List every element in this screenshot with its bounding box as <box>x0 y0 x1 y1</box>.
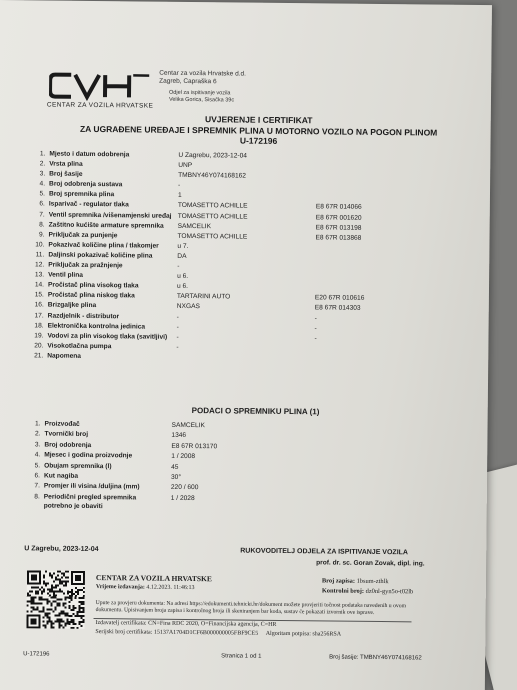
row-number: 9. <box>39 231 45 239</box>
row-label: Priključak za punjenje <box>48 231 118 239</box>
row-number: 8. <box>34 493 40 501</box>
row-number: 16. <box>34 301 44 309</box>
row-value: 1 / 2008 <box>171 452 196 461</box>
row-label: Proizvođač <box>44 420 80 428</box>
address-line: Centar za vozila Hrvatske d.d. <box>159 69 246 78</box>
row-label: Elektronička kontrolna jedinica <box>47 322 146 331</box>
row-label-continued: potrebno je obaviti <box>43 502 103 510</box>
control-number <box>322 587 413 595</box>
row-number: 3. <box>34 441 41 449</box>
row-label: Ventil spremnika /višenamjenski uređaj <box>48 211 172 220</box>
tank-section-title: PODACI O SPREMNIKU PLINA (1) <box>191 406 320 417</box>
row-label: Tvornički broj <box>44 430 89 439</box>
logo-subtitle: CENTAR ZA VOZILA HRVATSKE <box>46 101 154 110</box>
row-number: 5. <box>34 461 41 470</box>
row-label: Pokazivač količine plina / tlakomjer <box>48 241 159 250</box>
certificate-serial-text: Serijski broj certifikata: 15137A1704D1CF6B000000005FBF9CE5 <box>95 629 259 637</box>
row-value: 45 <box>171 463 179 471</box>
record-number-label: Broj zapisa: <box>321 577 356 585</box>
row-value: - <box>177 262 180 270</box>
row-number: 4. <box>39 180 46 188</box>
row-label: Ventil plina <box>48 271 83 280</box>
row-approval: E8 67R 013868 <box>315 234 362 242</box>
row-number: 8. <box>39 221 45 229</box>
certificate-issuer: Izdavatelj certifikata: CN=Fina RDC 2020, O=Financijska agencija, C=HR <box>95 620 277 628</box>
row-value: E8 67R 013170 <box>171 442 218 451</box>
row-number: 21. <box>34 352 44 360</box>
row-number: 7. <box>39 210 45 219</box>
row-value: 1 / 2028 <box>170 494 195 502</box>
row-approval: E20 67R 010616 <box>314 294 365 303</box>
row-number: 13. <box>34 271 45 279</box>
title-line: UVJERENJE I CERTIFIKAT <box>204 114 313 126</box>
qr-code[interactable] <box>26 570 85 629</box>
row-number: 4. <box>34 451 41 459</box>
row-number: 6. <box>39 200 45 208</box>
row-number: 10. <box>35 241 45 249</box>
row-label: Broj odobrenja sustava <box>49 180 123 189</box>
row-number: 7. <box>34 482 40 490</box>
row-value: 30° <box>170 473 182 481</box>
row-value: - <box>176 343 179 351</box>
row-number: 12. <box>35 261 45 269</box>
cvh-logo <box>49 71 154 102</box>
place-date: U Zagrebu, 2023-12-04 <box>24 545 99 554</box>
record-number <box>322 577 389 585</box>
row-number: 2. <box>34 430 41 438</box>
company-address <box>159 70 246 87</box>
row-label: Pročistač plina visokog tlaka <box>47 281 139 290</box>
row-value: u 6. <box>177 272 189 281</box>
row-label: Periodični pregled spremnika <box>43 493 137 502</box>
row-value: TARTARINI AUTO <box>176 293 231 301</box>
issue-time-label: Vrijeme izdavanja: <box>95 584 145 591</box>
row-number: 20. <box>34 342 44 350</box>
row-approval: E8 67R 014066 <box>315 203 362 212</box>
row-value: u 6. <box>176 283 189 291</box>
row-label: Vodovi za plin visokog tlaka (savitljivi) <box>47 332 168 341</box>
row-value: 1346 <box>171 432 187 440</box>
row-number: 2. <box>39 160 46 168</box>
document-title <box>38 112 478 148</box>
row-number: 14. <box>34 281 45 289</box>
row-number: 1. <box>39 150 46 158</box>
verification-note: Upute za provjeru dokumenta: Na adresi https://edokumenti.tehnicki.hr/dokument možete provjeriti točnost podataka navedenih u ovom dokumentu. Upisivanjem broja zapisa i kontrolnog broja ili skeniranjem bar koda, sustav će pokazati izvornik ove isprave. <box>95 600 407 616</box>
row-number: 1. <box>35 420 41 428</box>
row-label: Priključak za pražnjenje <box>48 261 123 270</box>
page-indicator: Stranica 1 od 1 <box>221 653 262 660</box>
row-approval: - <box>314 334 317 343</box>
row-label: Pročistač plina niskog tlaka <box>47 291 135 300</box>
row-approval: E8 67R 001620 <box>315 213 362 222</box>
certificate-number: U-172196 <box>239 135 278 146</box>
row-label: Napomena <box>47 352 82 360</box>
row-approval: E8 67R 013198 <box>315 223 362 232</box>
station-address <box>169 90 234 105</box>
address-line: Zagreb, Capraška 6 <box>159 77 217 86</box>
row-number: 11. <box>35 251 45 259</box>
row-label: Razdjelnik - distributor <box>47 312 120 320</box>
row-label: Mjesto i datum odobrenja <box>49 150 130 159</box>
row-approval: E8 67R 014303 <box>314 304 361 313</box>
row-label: Vrsta plina <box>49 160 83 168</box>
row-value: - <box>176 333 179 341</box>
row-label: Isparivač - regulator tlaka <box>48 200 129 209</box>
row-number: 19. <box>34 332 44 340</box>
row-number: 3. <box>39 170 46 178</box>
row-label: Mjesec i godina proizvodnje <box>44 451 133 460</box>
row-value: TOMASETTO ACHILLE <box>177 232 248 241</box>
title-line: ZA UGRAĐENE UREĐAJE I SPREMNIK PLINA U MOTORNO VOZILO NA POGON PLINOM <box>79 123 438 138</box>
row-value: - <box>178 182 181 190</box>
row-label: Broj spremnika plina <box>48 190 115 199</box>
signatory-name: prof. dr. sc. Goran Zovak, dipl. ing. <box>316 559 425 568</box>
row-label: Broj odobrenja <box>44 441 92 449</box>
row-value: u 7. <box>177 242 189 250</box>
footer-chassis-number: Broj šasije: TMBNY46Y074168162 <box>329 654 422 662</box>
control-number-value: dz0nl-gyn5o-t02lb <box>365 587 414 596</box>
row-value: - <box>176 313 179 321</box>
station-line: Odjel za ispitivanje vozila <box>169 89 231 97</box>
equipment-list <box>29 150 365 362</box>
row-approval: - <box>314 314 317 322</box>
row-label: Promjer ili visina /duljina (mm) <box>43 482 140 491</box>
row-value: TOMASETTO ACHILLE <box>177 212 248 221</box>
row-value: 220 / 600 <box>170 484 199 492</box>
station-line: Velika Gorica, Sisačka 39c <box>168 96 235 104</box>
row-value: - <box>176 323 179 331</box>
footer-doc-number: U-172196 <box>23 651 50 658</box>
row-value: NXGAS <box>176 303 200 311</box>
row-value: SAMCELIK <box>177 222 212 230</box>
row-value: UNP <box>178 161 193 170</box>
certificate-serial <box>95 629 341 638</box>
row-value: SAMCELIK <box>171 421 205 430</box>
row-label: Obujam spremnika (l) <box>44 462 112 470</box>
signature-algorithm: Algoritam potpisa: sha256RSA <box>265 630 342 638</box>
row-value: TMBNY46Y074168162 <box>178 172 247 180</box>
tank-data-list <box>26 420 218 511</box>
row-label: Broj šasije <box>49 170 83 179</box>
row-label: Visokotlačna pumpa <box>47 342 112 350</box>
row-value: U Zagrebu, 2023-12-04 <box>178 151 247 160</box>
control-number-label: Kontrolni broj: <box>321 587 365 595</box>
row-value: 1 <box>177 192 182 200</box>
row-number: 6. <box>34 472 41 480</box>
issue-time <box>96 584 195 591</box>
background-sheet-text <box>486 503 496 542</box>
row-label: Daljinski pokazivač količine plina <box>48 251 153 260</box>
row-number: 5. <box>39 190 46 198</box>
row-label: Zaštitno kućište armature spremnika <box>48 221 164 230</box>
footer-org-name: CENTAR ZA VOZILA HRVATSKE <box>95 573 212 584</box>
row-number: 17. <box>34 311 44 319</box>
row-approval: - <box>314 324 317 332</box>
record-number-value: 1bsum-zthlk <box>356 577 389 586</box>
row-label: Kut nagiba <box>43 472 79 480</box>
row-label: Brizgaljke plina <box>47 301 97 310</box>
issue-time-value: 4.12.2023. 11:46:13 <box>146 584 195 592</box>
row-number: 15. <box>34 291 44 299</box>
row-number: 18. <box>34 321 44 330</box>
row-value: TOMASETTO ACHILLE <box>177 202 248 211</box>
row-value: DA <box>177 252 187 260</box>
signatory-title: RUKOVODITELJ ODJELA ZA ISPITIVANJE VOZILA <box>240 547 409 557</box>
